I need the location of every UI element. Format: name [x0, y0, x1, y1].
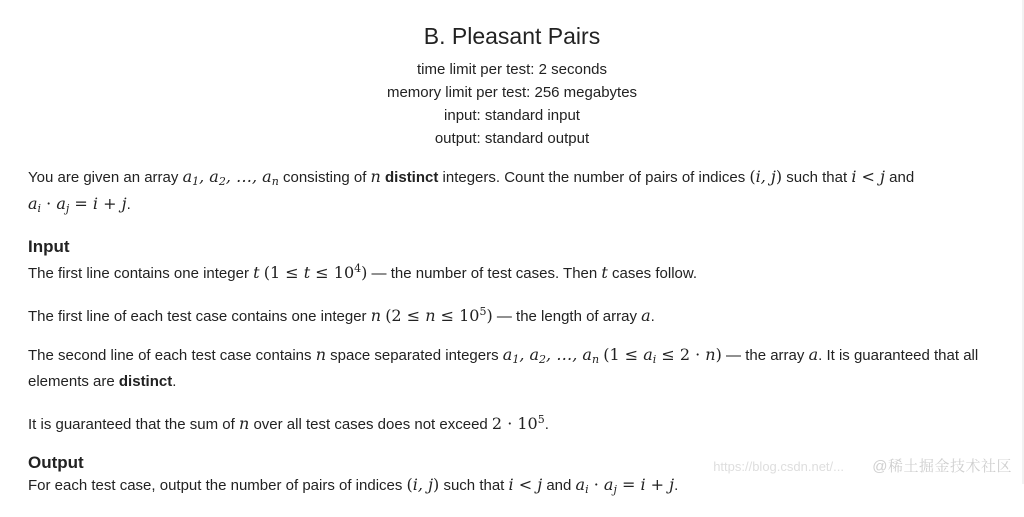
keyword-distinct: distinct	[118, 373, 173, 390]
legend-text: integers. Count the number of pairs of indices	[438, 169, 750, 186]
input-text: The first line contains one integer	[28, 265, 254, 282]
input-text: .	[172, 373, 177, 390]
output-text: and	[542, 477, 576, 494]
input-text: space separated integers	[326, 347, 503, 364]
input-text: — the array	[721, 347, 809, 364]
formula-t-range: $(1 \le t \le 10^4)$	[263, 262, 368, 282]
formula-condition: $a_i \cdot a_j = i + j$	[575, 475, 675, 496]
formula-array: $a_1$, $a_2$, …, $a_n$	[502, 345, 600, 366]
legend-paragraph	[28, 166, 988, 220]
formula-array: $a_1$, $a_2$, …, $a_n$	[182, 167, 279, 188]
legend-text: .	[126, 196, 131, 213]
input-text: .	[650, 308, 655, 325]
problem-title: B. Pleasant Pairs	[423, 23, 601, 49]
formula-pair: (i, j)	[406, 475, 440, 494]
input-text: — the number of test cases. Then	[367, 265, 602, 282]
watermark-brand: @稀土掘金技术社区	[872, 458, 1012, 475]
formula-n: n	[238, 414, 250, 433]
output-line-1	[28, 474, 988, 501]
input-text: — the length of array	[492, 308, 642, 325]
input-text: It is guaranteed that the sum of	[28, 416, 239, 433]
memory-limit: memory limit per test: 256 megabytes	[386, 84, 638, 101]
formula-i-lt-j: i < j	[508, 475, 543, 494]
formula-condition: $a_i \cdot a_j = i + j$	[28, 194, 127, 215]
formula-t: t	[253, 263, 260, 282]
formula-a: a	[808, 345, 819, 364]
formula-t: t	[601, 263, 608, 282]
formula-a: a	[641, 306, 651, 325]
formula-sum-bound: $2 \cdot 10^5$	[491, 413, 545, 433]
formula-n: n	[370, 306, 382, 325]
input-text: cases follow.	[607, 265, 698, 282]
input-line-4	[28, 409, 988, 436]
keyword-distinct: distinct	[385, 169, 439, 186]
input-line-1	[28, 258, 988, 285]
watermark-url: https://blog.csdn.net/...	[713, 459, 844, 474]
input-text: The first line of each test case contains one integer	[28, 308, 371, 325]
legend-text: consisting of	[278, 169, 371, 186]
input-line-2	[28, 301, 988, 328]
legend-text: such that	[782, 169, 852, 186]
formula-i-lt-j: i < j	[851, 167, 885, 186]
output-text: such that	[439, 477, 509, 494]
legend-text: and	[885, 169, 915, 186]
output-title: Output	[28, 453, 84, 472]
time-limit: time limit per test: 2 seconds	[416, 61, 608, 78]
legend-text: You are given an array	[28, 169, 183, 186]
input-text: over all test cases does not exceed	[249, 416, 492, 433]
problem-statement	[28, 166, 988, 517]
output-text: .	[674, 477, 679, 494]
input-text: . It is guaranteed that all elements are	[28, 347, 979, 390]
input-file: input: standard input	[444, 107, 580, 124]
formula-n-range: $(2 \le n \le 10^5)$	[385, 305, 493, 325]
problem-header	[0, 20, 1024, 150]
formula-pair: (i, j)	[749, 167, 783, 186]
input-text: .	[544, 416, 549, 433]
formula-n: n	[370, 167, 381, 186]
input-text: The second line of each test case contains	[28, 347, 316, 364]
output-text: For each test case, output the number of pairs of indices	[28, 477, 407, 494]
input-line-3	[28, 344, 988, 393]
formula-n: n	[315, 345, 326, 364]
input-title: Input	[28, 237, 70, 256]
formula-ai-range: $(1 \le a_i \le 2 \cdot n)$	[603, 345, 722, 366]
output-file: output: standard output	[434, 130, 590, 147]
